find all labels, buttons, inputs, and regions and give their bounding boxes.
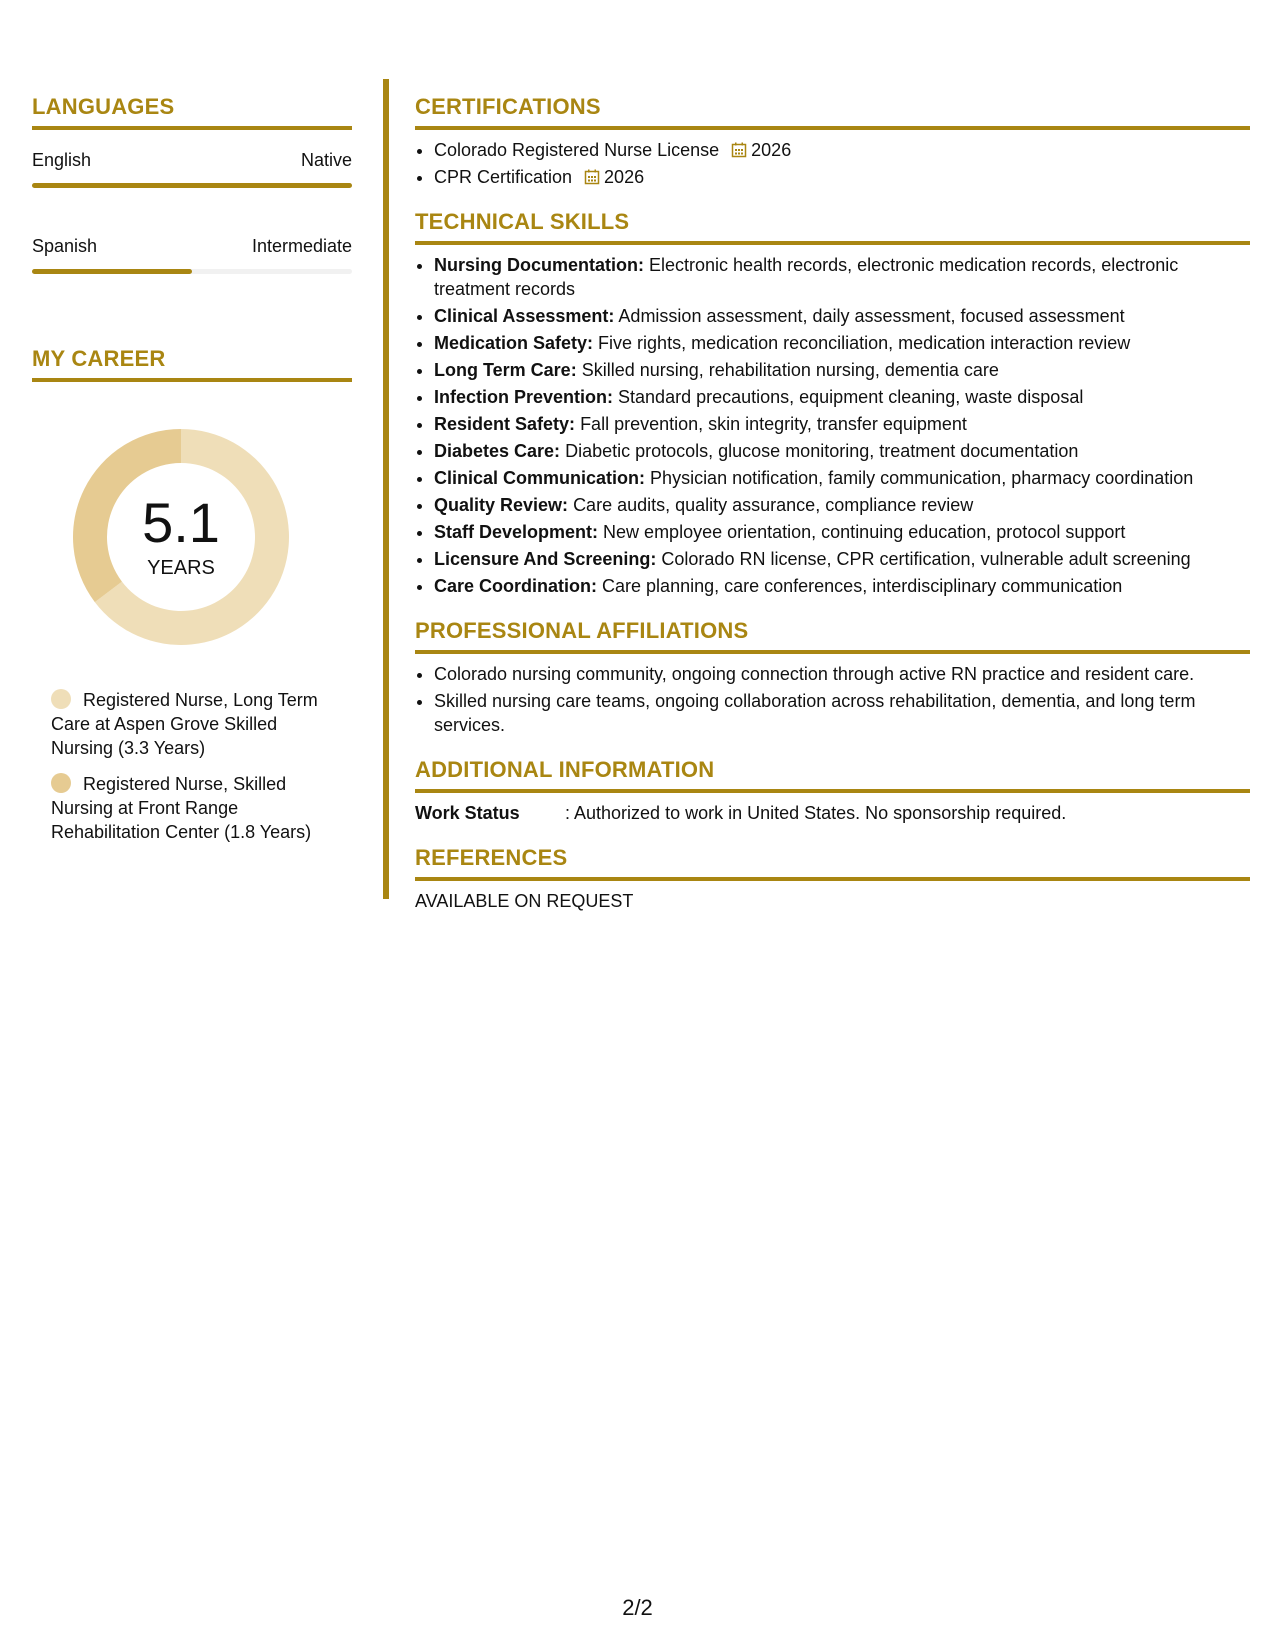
work-status-label: Work Status (415, 803, 520, 823)
career-total-years: 5.1 (142, 490, 220, 554)
skill-item (434, 304, 1250, 328)
right-column (415, 94, 1250, 933)
legend-label: Registered Nurse, Skilled Nursing at Front Range Rehabilitation Center (1.8 Years) (51, 774, 312, 842)
career-donut-chart (66, 422, 296, 652)
legend-label: Registered Nurse, Long Term Care at Aspen Grove Skilled Nursing (3.3 Years) (51, 690, 318, 758)
language-level: Intermediate (251, 236, 352, 256)
career-total-unit: YEARS (147, 556, 215, 579)
calendar-icon (731, 142, 747, 158)
certification-name: CPR Certification (434, 167, 573, 187)
skill-text: Fall prevention, skin integrity, transfer equipment (580, 414, 967, 434)
career-legend (32, 688, 352, 844)
skill-label: Resident Safety: (434, 414, 576, 434)
skill-text: Care planning, care conferences, interdisciplinary communication (602, 576, 1123, 596)
technical-skills-list (415, 253, 1250, 598)
language-name: English (32, 150, 92, 170)
skill-item (434, 331, 1250, 355)
certification-year: 2026 (604, 167, 645, 187)
skill-label: Diabetes Care: (434, 441, 561, 461)
skill-text: Colorado RN license, CPR certification, vulnerable adult screening (661, 549, 1191, 569)
career-title: MY CAREER (32, 346, 352, 382)
skill-label: Medication Safety: (434, 333, 594, 353)
languages-title: LANGUAGES (32, 94, 352, 130)
skill-text: Diabetic protocols, glucose monitoring, treatment documentation (565, 441, 1079, 461)
skill-text: Physician notification, family communication, pharmacy coordination (650, 468, 1194, 488)
references-section (415, 845, 1250, 913)
language-name: Spanish (32, 236, 98, 256)
work-status-value: : Authorized to work in United States. No sponsorship required. (565, 803, 1067, 823)
references-title: REFERENCES (415, 845, 1250, 881)
skill-text: Care audits, quality assurance, compliance review (573, 495, 974, 515)
legend-item (51, 688, 352, 760)
language-row-spanish (32, 236, 352, 257)
skill-item (434, 547, 1250, 571)
legend-dot-icon (51, 689, 71, 709)
affiliation-item: • Skilled nursing care teams, ongoing collaboration across rehabilitation, dementia, and long term services. (434, 689, 1250, 737)
language-row-english (32, 150, 352, 171)
certifications-section (415, 94, 1250, 189)
column-divider (383, 79, 389, 899)
languages-section (32, 94, 352, 274)
skill-text: New employee orientation, continuing education, protocol support (603, 522, 1126, 542)
skill-text: Five rights, medication reconciliation, medication interaction review (598, 333, 1131, 353)
skill-label: Quality Review: (434, 495, 569, 515)
legend-item (51, 772, 352, 844)
skill-label: Clinical Communication: (434, 468, 646, 488)
skill-text: Standard precautions, equipment cleaning, waste disposal (618, 387, 1084, 407)
additional-info-section (415, 757, 1250, 825)
affiliations-title: PROFESSIONAL AFFILIATIONS (415, 618, 1250, 654)
certification-name: Colorado Registered Nurse License (434, 140, 720, 160)
certifications-title: CERTIFICATIONS (415, 94, 1250, 130)
work-status-row (415, 801, 1250, 825)
references-text: AVAILABLE ON REQUEST (415, 891, 634, 911)
certification-item (434, 138, 1250, 162)
skill-item (434, 520, 1250, 544)
skill-text: Electronic health records, electronic medication records, electronic treatment records (434, 255, 1179, 299)
skill-item (434, 574, 1250, 598)
skill-item (434, 385, 1250, 409)
donut-center (66, 422, 296, 652)
skill-label: Infection Prevention: (434, 387, 614, 407)
language-level: Native (300, 150, 352, 170)
skill-item (434, 253, 1250, 301)
skill-label: Nursing Documentation: (434, 255, 644, 275)
skill-label: Long Term Care: (434, 360, 577, 380)
language-bar-spanish (32, 269, 352, 274)
skill-label: Care Coordination: (434, 576, 598, 596)
skill-text: Admission assessment, daily assessment, focused assessment (618, 306, 1125, 326)
certification-year: 2026 (751, 140, 792, 160)
left-column (32, 94, 352, 856)
legend-dot-icon (51, 773, 71, 793)
certification-item (434, 165, 1250, 189)
language-bar-english (32, 183, 352, 188)
skill-item (434, 358, 1250, 382)
skill-label: Staff Development: (434, 522, 599, 542)
skill-label: Licensure And Screening: (434, 549, 657, 569)
technical-skills-title: TECHNICAL SKILLS (415, 209, 1250, 245)
affiliations-list (415, 662, 1250, 737)
skill-item (434, 493, 1250, 517)
skill-item (434, 412, 1250, 436)
skill-item (434, 466, 1250, 490)
skill-text: Skilled nursing, rehabilitation nursing, dementia care (581, 360, 999, 380)
career-section (32, 346, 352, 844)
skill-label: Clinical Assessment: (434, 306, 615, 326)
skill-item (434, 439, 1250, 463)
language-bar-fill (32, 183, 352, 188)
calendar-icon (584, 169, 600, 185)
certifications-list (415, 138, 1250, 189)
additional-info-title: ADDITIONAL INFORMATION (415, 757, 1250, 793)
affiliation-item: • Colorado nursing community, ongoing connection through active RN practice and resident care. (434, 662, 1250, 686)
affiliations-section (415, 618, 1250, 737)
page-number: 2/2 (622, 1595, 653, 1620)
language-bar-fill (32, 269, 192, 274)
technical-skills-section (415, 209, 1250, 598)
